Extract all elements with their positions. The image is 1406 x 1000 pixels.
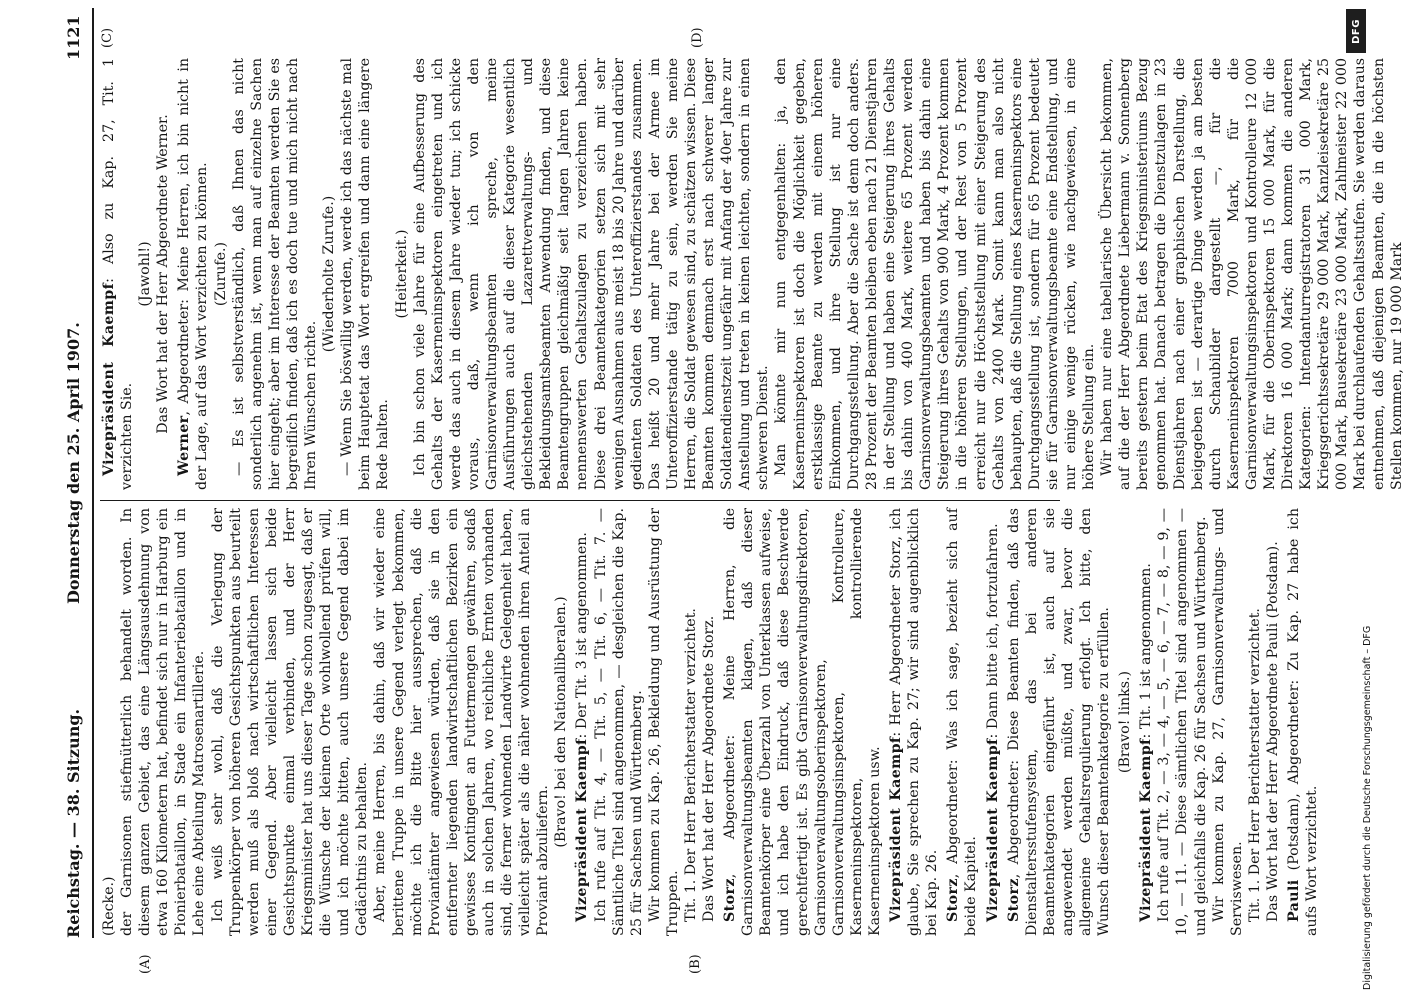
text-column-left (100, 508, 1321, 936)
speaker-name: Vizepräsident Kaempf (101, 282, 117, 476)
speaker-name: Werner (176, 415, 193, 476)
speaker-name: Vizepräsident Kaempf (984, 738, 1001, 922)
paragraph: Storz, Abgeordneter: Meine Herren, die Garnisonverwaltungsbeamten klagen, daß dieser Beamtenkörper eine Überzahl von Unterklassen aufweise, und ich habe den Eindruck, daß diese Beschwerde gerechtfertigt ist. Es gibt Garnisonverwaltungsdirektoren, Garnisonverwaltungsoberinspektoren, Garnisonverwaltungsinspektoren, Kontrolleure, Kaserneninspektoren, kontrollierende Kaserneninspektoren usw. (722, 508, 883, 936)
paragraph: Ich bin schon viele Jahre für eine Aufbesserung des Gehalts der Kaserneninspektoren eingetreten und ich werde das auch in diesem Jahre wieder tun; ich schicke voraus, daß, wenn ich von den Garnisonverwaltungsbeamten spreche, meine Ausführungen auch auf die dieser Kategorie wesentlich gleichstehenden Lazarettverwaltungs- und Bekleidungsamtsbeamten Anwendung finden, und diese Beamtengruppen gleichmäßig seit langen Jahren keine nennenswerten Gehaltszulagen zu verzeichnen haben. Diese drei Beamtenkategorien setzen sich mit sehr wenigen Ausnahmen aus meist 18 bis 20 Jahre und darüber gedienten Soldaten des Unteroffizierstandes zusammen. Das heißt 20 und mehr Jahre bei der Armee im Unteroffizierstande tätig zu sein, werden Sie meine Herren, die Soldat gewesen sind, zu schätzen wissen. Diese Beamten kommen demnach erst nach schwerer langer Soldatendienstzeit ungefähr mit Anfang der 40er Jahre zur Anstellung und treten in keinen leichten, sondern in einen schweren Dienst. (411, 58, 772, 490)
page-number: 1121 (64, 15, 83, 60)
interjection: (Heiterkeit.) (393, 229, 410, 319)
paragraph: Vizepräsident Kaempf: Der Tit. 3 ist angenommen. (574, 532, 591, 922)
digitization-credit: Digitalisierung gefördert durch die Deutsche Forschungsgemeinschaft – DFG (1362, 625, 1373, 990)
paragraph: Man könnte mir nun entgegenhalten: ja, den Kaserneninspektoren ist doch die Möglichkeit gegeben, erstklassige Beamte zu werden mit einem höheren Einkommen, und ihre Stellung ist nur eine Durchgangsstellung. Aber die Sache ist denn doch anders. 28 Prozent der Beamten bleiben eben nach 21 Dienstjahren in der Stellung und haben eine Steigerung ihres Gehalts bis dahin von 400 Mark, weitere 65 Prozent werden Garnisonverwaltungsbeamten und haben bis dahin eine Steigerung ihres Gehalts von 900 Mark, 4 Prozent kommen in die höheren Stellungen, und der Rest von 5 Prozent erreicht nur die Höchststellung mit einer Steigerung des Gehalts von 2400 Mark. Somit kann man also nicht behaupten, daß die Stellung eines Kaserneninspektors eine Durchgangsstellung ist, sondern für 65 Prozent bedeutet sie für Garnisonverwaltungsbeamte eine Endstellung, und nur einige wenige rücken, wie nachgewiesen, in eine höhere Stellung ein. (773, 58, 1098, 490)
paragraph: — Es ist selbstverständlich, daß Ihnen das nicht sonderlich angenehm ist, wenn man auf einzelne Sachen hier eingeht; aber im Interesse der Beamten werden Sie es begreiflich finden, daß ich es doch tue und mich nicht nach Ihren Wünschen richte. (230, 58, 320, 490)
dfg-logo: DFG (1346, 9, 1366, 53)
text-column-right (100, 58, 1405, 490)
speaker-name: Storz (945, 878, 962, 922)
running-header-left: Reichstag. — 38. Sitzung. (64, 708, 83, 938)
speaker-name: Vizepräsident Kaempf (888, 736, 905, 922)
paragraph: Vizepräsident Kaempf: Tit. 1 ist angenommen. (1138, 563, 1155, 922)
paragraph: Ich weiß sehr wohl, daß die Verlegung der Truppenkörper von höheren Gesichtspunkten aus beurteilt werden muß als bloß nach wirtschaftlichen Interessen einer Gegend. Aber vielleicht lassen sich beide Gesichtspunkte einmal verbinden, und der Herr Kriegsminister hat uns dieser Tage schon zugesagt, daß er die Wünsche der kleinen Orte wohlwollend prüfen will, und ich möchte bitten, auch unsere Gegend dabei im Gedächtnis zu behalten. (209, 508, 371, 936)
paragraph: Werner, Abgeordneter: Meine Herren, ich bin nicht in der Lage, auf das Wort verzichten zu können. (176, 58, 211, 490)
paragraph: — Wenn Sie böswillig werden, werde ich das nächste mal beim Hauptetat das Wort ergreifen und dann eine längere Rede halten. (339, 58, 392, 490)
paragraph: Das Wort hat der Herr Abgeordnete Pauli (Potsdam). (1264, 541, 1281, 922)
margin-mark-c: (C) (100, 27, 115, 48)
speaker-name: Vizepräsident Kaempf (574, 738, 591, 922)
header-rule (92, 8, 94, 938)
paragraph: Tit. 1. Der Herr Berichterstatter verzichtet. (683, 608, 699, 922)
margin-mark-d: (D) (690, 27, 705, 48)
paragraph: Storz, Abgeordneter: Was ich sage, bezieht sich auf beide Kapitel. (945, 508, 980, 936)
speaker-name: Storz (722, 878, 739, 922)
paragraph: Aber, meine Herren, bis dahin, daß wir wieder eine berittene Truppe in unsere Gegend verlegt bekommen, möchte ich die Bitte hier aussprechen, daß die Proviantämter angewiesen würden, daß sie in den entfernter liegenden landwirtschaftlichen Bezirken ein gewisses Kontingent an Futtermengen gewähren, sodaß auch in solchen Jahren, wo reichliche Ernten vorhanden sind, die ferner wohnenden Landwirte Gelegenheit haben, vielleicht später als die näher wohnenden ihren Anteil an Proviant abzuliefern. (372, 508, 552, 936)
paragraph: Wir haben nur eine tabellarische Übersicht bekommen, auf die der Herr Abgeordnete Liebermann v. Sonnenberg bereits gestern beim Etat des Kriegsministeriums Bezug genommen hat. Danach betragen die Dienstzulagen in 23 Dienstjahren nach einer graphischen Darstellung, die beigegeben ist — derartige Dinge werden ja am besten durch Schaubilder dargestellt —, für die Kaserneninspektoren 7000 Mark, für die Garnisonverwaltungsinspektoren und Kontrolleure 12 000 Mark, für die Oberinspektoren 15 000 Mark, für die Direktoren 16 000 Mark; dann kommen die anderen Kategorien: Intendanturregistratoren 31 000 Mark, Kriegsgerichtssekretäre 29 000 Mark, Kanzleisekretäre 25 000 Mark, Bausekretäre 23 000 Mark, Zahlmeister 22 000 Mark bei durchlaufenden Gehaltsstufen. Sie werden daraus entnehmen, daß diejenigen Beamten, die in die höchsten Stellen kommen, nur 19 000 Mark (1099, 58, 1405, 490)
interjection: (Jawohl!) (137, 241, 154, 307)
interjection: (Wiederholte Zurufe.) (321, 195, 338, 353)
interjection: (Zurufe.) (212, 241, 229, 307)
paragraph: Das Wort hat der Herr Abgeordnete Werner. (155, 114, 172, 434)
paragraph: Tit. 1. Der Herr Berichterstatter verzichtet. (1246, 608, 1263, 922)
paragraph: Ich rufe auf Tit. 4, — Tit. 5, — Tit. 6, — Tit. 7. — Sämtliche Titel sind angenommen, — desgleichen die Kap. 25 für Sachsen und Württemberg. (592, 508, 645, 936)
paragraph: Wir kommen zu Kap. 27, Garnisonverwaltungs- und Serviswesen. (1210, 508, 1245, 936)
margin-mark-b: (B) (688, 954, 703, 974)
paragraph: Wir kommen zu Kap. 26, Bekleidung und Ausrüstung der Truppen. (646, 508, 681, 936)
running-header-date: Donnerstag den 25. April 1907. (64, 322, 83, 604)
margin-mark-a: (A) (138, 954, 153, 974)
paragraph: Vizepräsident Kaempf: Also zu Kap. 27, Tit. 1 verzichten Sie. (101, 58, 136, 490)
interjection: (Bravo! bei den Nationalliberalen.) (553, 596, 570, 848)
paragraph: Ich rufe auf Tit. 2, — 3, — 4, — 5, — 6, — 7, — 8, — 9, — 10, — 11. — Diese sämtlichen Titel sind angenommen — und gleichfalls die Kap. 26 für Sachsen und Württemberg. (1156, 508, 1209, 936)
speaker-name: Storz (1005, 878, 1022, 922)
speaker-label: (Recke.) (101, 876, 117, 936)
column-divider (100, 500, 1060, 501)
speaker-name: Pauli (1286, 879, 1302, 922)
paragraph: Storz, Abgeordneter: Diese Beamten finden, daß das Dienstaltersstufensystem, das bei anderen Beamtenkategorien eingeführt ist, auch auf sie angewendet werden müßte, und zwar, bevor die allgemeine Gehaltsregulierung erfolgt. Ich bitte, den Wunsch dieser Beamtenkategorie zu erfüllen. (1005, 508, 1113, 936)
paragraph: Vizepräsident Kaempf: Dann bitte ich, fortzufahren. (984, 523, 1001, 922)
paragraph: Pauli (Potsdam), Abgeordneter: Zu Kap. 27 habe ich aufs Wort verzichtet. (1286, 508, 1321, 936)
interjection: (Bravo! links.) (1117, 670, 1134, 774)
speaker-name: Vizepräsident Kaempf (1138, 738, 1155, 922)
paragraph: Vizepräsident Kaempf: Herr Abgeordneter Storz, ich glaube, Sie sprechen zu Kap. 27; wir sind augenblicklich bei Kap. 26. (888, 508, 941, 936)
paragraph: Das Wort hat der Herr Abgeordnete Storz. (701, 615, 718, 922)
paragraph: der Garnisonen stiefmütterlich behandelt worden. In diesem ganzen Gebiet, das eine Längsausdehnung von etwa 160 Kilometern hat, befindet sich nur in Harburg ein Pionierbataillon, in Stade ein Infanteriebataillon und in Lehe eine Abteilung Matrosenartillerie. (119, 508, 208, 936)
